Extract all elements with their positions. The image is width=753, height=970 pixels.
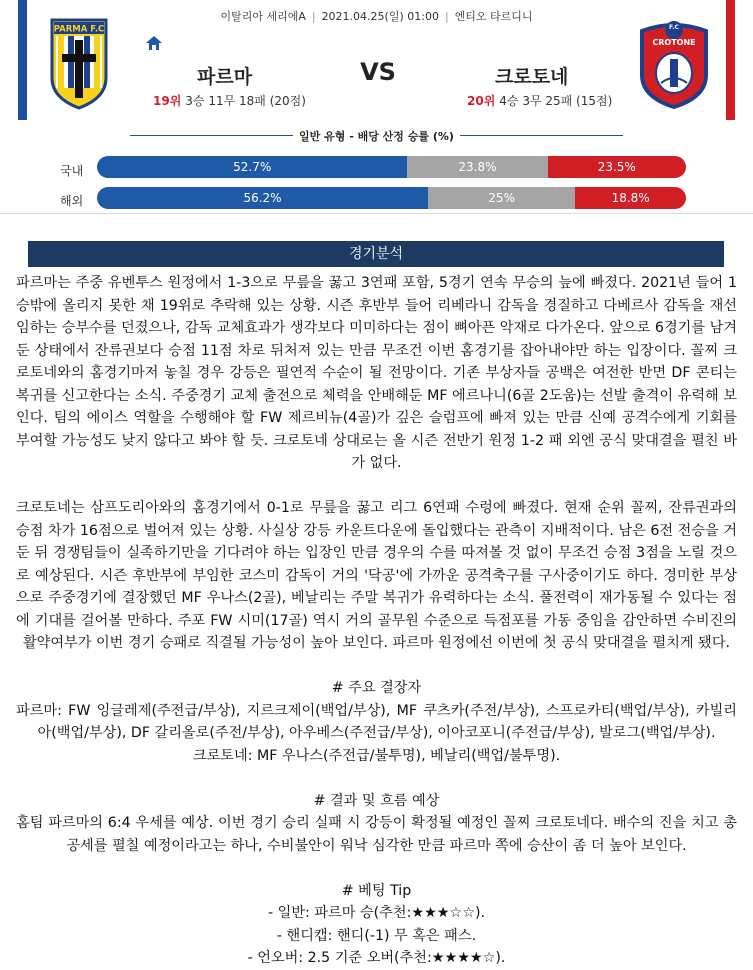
analysis-paragraph-away: 크로토네는 삼프도리아와의 홈경기에서 0-1로 무릎을 꿇고 리그 6연패 수렁에 빠졌다. 현재 순위 꼴찌, 잔류권과의 승점 차가 16점으로 벌어져 있는 상황. 사실상 강등 카운트다운에 돌입했다는 관측이 지배적이다. 남은 6전 전승을 거둔 뒤 경쟁팀들이 실족하기만을 기다려야 하는 입장인 만큼 경우의 수를 따져볼 것 없이 무조건 승점 3점을 노릴 것으로 예상된다. 시즌 후반부에 부임한 코스미 감독이 거의 '닥공'에 가까운 공격축구를 구사중이기도 하다. 경미한 부상으로 주중경기에 결장했던 MF 우나스(2골), 베날리는 주말 복귀가 유력하다는 소식. 풀전력이 재가동될 수 있다는 점에 기대를 걸어볼 만하다. 주포 FW 시미(17골) 역시 거의 골무원 수준으로 득점포를 가동 중임을 감안하면 수비진의 활약여부가 이번 경기 승패로 직결될 가능성이 높아 보인다. 파르마 원정에선 이번에 첫 공식 맞대결을 펼치게 됐다. — [16, 500, 737, 651]
home-record-text: 3승 11무 18패 (20점) — [185, 94, 306, 108]
league-label: 이탈리아 세리에A — [220, 10, 306, 23]
away-rank: 20위 — [467, 94, 496, 108]
analysis-paragraph-home: 파르마는 주중 유벤투스 원정에서 1-3으로 무릎을 꿇고 3연패 포함, 5경기 연속 무승의 늪에 빠졌다. 2021년 들어 1승밖에 올리지 못한 채 19위로 추락해 있는 상황. 시즌 후반부 들어 리베라니 감독을 경질하고 다베르사 감독을 재선임하는 승부수를 던졌으나, 감독 교체효과가 생각보다 미미하다는 점이 뼈아픈 악재로 다가온다. 앞으로 6경기를 남겨둔 상태에서 잔류권보다 승점 11점 차로 뒤처져 있는 만큼 무조건 이번 홈경기를 잡아내야만 하는 입장이다. 꼴찌 크로토네와의 홈경기마저 놓칠 경우 강등은 필연적 수순이 될 전망이다. 기존 부상자들 공백은 여전한 반면 DF 콘티는 복귀를 신고한다는 소식. 주중경기 교체 출전으로 체력을 안배해둔 MF 에르나니(6골 2도움)는 선발 출격이 유력해 보인다. 팀의 에이스 역할을 수행해야 할 FW 제르비뉴(4골)가 깊은 슬럼프에 빠져 있는 만큼 신예 공격수에게 기회를 부여할 가능성도 낮지 않다고 봐야 할 듯. 크로토네 상대로는 올 시즌 전반기 원정 1-2 패 외엔 공식 맞대결을 펼친 바가 없다. — [16, 275, 738, 471]
odds-away-segment: 23.5% — [548, 156, 686, 178]
home-team-name: 파르마 — [197, 66, 253, 88]
odds-home-segment: 52.7% — [97, 156, 407, 178]
match-datetime: 2021.04.25(일) 01:00 — [321, 10, 439, 23]
odds-bar-domestic — [97, 156, 686, 178]
crotone-logo — [637, 17, 711, 109]
absent-title: # 주요 결장자 — [331, 680, 422, 696]
odds-away-segment: 18.8% — [575, 187, 686, 209]
section-divider — [0, 213, 753, 214]
odds-row-label-overseas: 해외 — [60, 194, 84, 208]
home-record — [153, 92, 306, 109]
absent-away: 크로토네: MF 우나스(주전급/불투명), 베날리(백업/불투명). — [192, 747, 561, 764]
tip-title: # 베팅 Tip — [341, 882, 412, 899]
odds-bar-overseas — [97, 187, 686, 209]
away-record-text: 4승 3무 25패 (15점) — [499, 94, 613, 108]
result-title: # 결과 및 흐름 예상 — [313, 792, 440, 809]
odds-draw-segment: 25% — [428, 187, 575, 209]
svg-text:F.C: F.C — [669, 24, 679, 31]
away-team-name: 크로토네 — [495, 66, 569, 88]
odds-section-header — [130, 126, 623, 146]
odds-row-label-domestic: 국내 — [60, 164, 84, 178]
analysis-content — [16, 272, 737, 970]
odds-home-segment: 56.2% — [97, 187, 428, 209]
vs-label: VS — [360, 58, 396, 86]
home-rank: 19위 — [153, 94, 182, 108]
svg-text:PARMA F.C: PARMA F.C — [53, 24, 105, 35]
odds-title: 일반 유형 - 배당 산정 승률 (%) — [293, 130, 460, 143]
result-text: 홈팀 파르마의 6:4 우세를 예상. 이번 경기 승리 실패 시 강등이 확정될 예정인 꼴찌 크로토네다. 배수의 진을 치고 총공세를 펼칠 예정이라고는 하나, 수비불안이 워낙 심각한 만큼 파르마 쪽에 승산이 좀 더 높아 보인다. — [16, 815, 737, 854]
svg-text:CROTONE: CROTONE — [652, 38, 696, 47]
home-icon[interactable] — [146, 36, 162, 50]
odds-draw-segment: 23.8% — [407, 156, 547, 178]
analysis-header: 경기분석 — [28, 241, 724, 267]
away-record — [467, 92, 612, 109]
absent-home: 파르마: FW 잉글레제(주전급/부상), 지르크제이(백업/부상), MF 쿠츠카(주전/부상), 스프로카티(백업/부상), 카빌리아(백업/부상), DF 갈리올로(주전/부상), 아우베스(주전급/부상), 이아코포니(주전급/부상), 발로그(백업/부상). — [16, 702, 737, 741]
match-meta: 이탈리아 세리에A | 2021.04.25(일) 01:00 | 엔티오 타르디니 — [220, 10, 533, 23]
tip-item: - 일반: 파르마 승(추천:★★★☆☆). — [267, 905, 486, 921]
venue-label: 엔티오 타르디니 — [454, 10, 533, 23]
parma-logo — [50, 18, 108, 110]
tip-item: - 언오버: 2.5 기준 오버(추천:★★★★☆). — [247, 950, 506, 966]
tip-item: - 핸디캡: 핸디(-1) 무 혹은 패스. — [276, 927, 477, 944]
